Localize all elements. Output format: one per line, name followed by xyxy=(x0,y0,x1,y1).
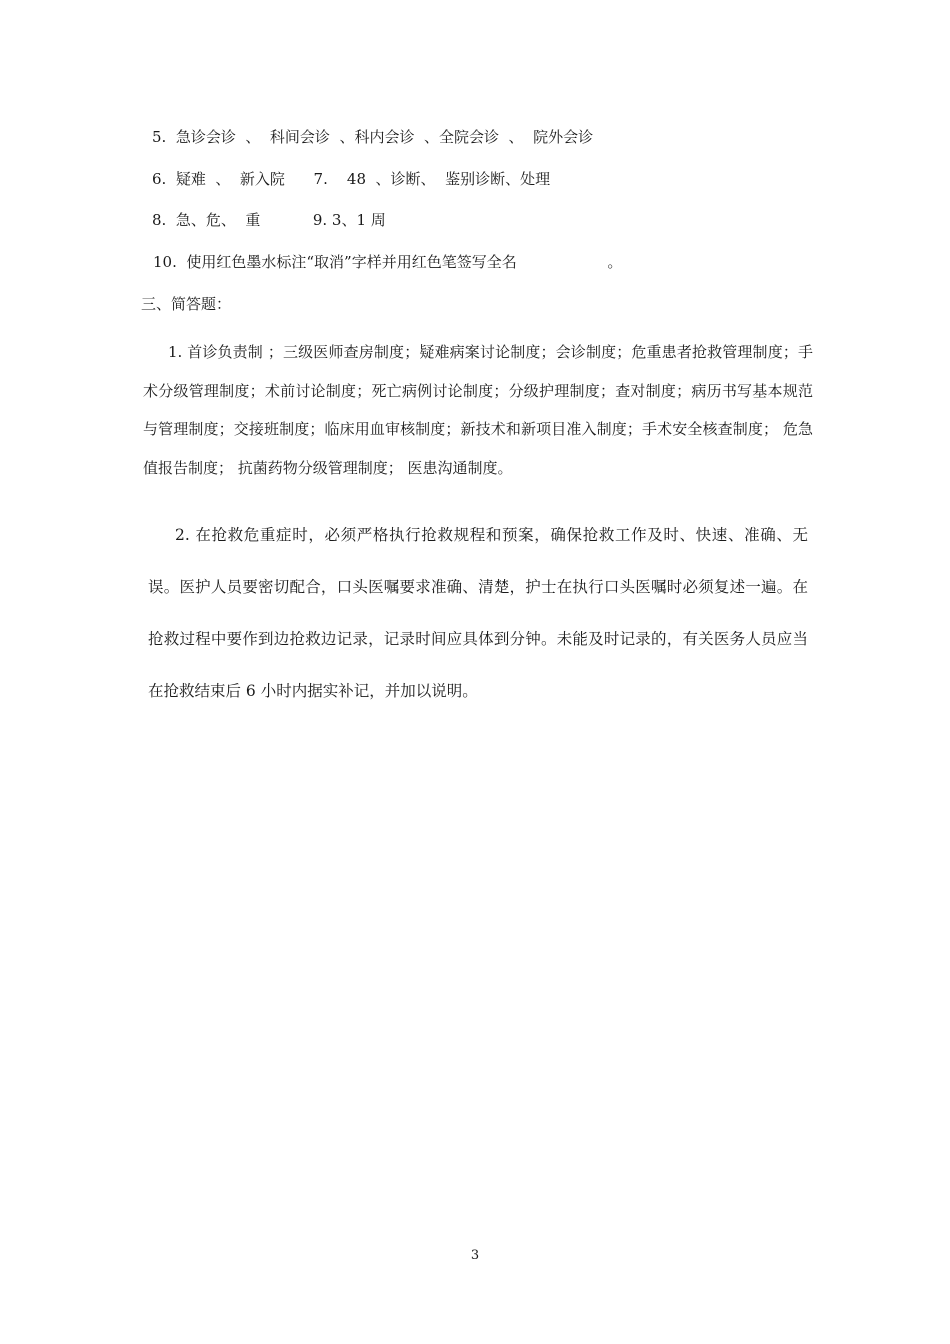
section-heading-short-answer: 三、简答题： xyxy=(141,295,232,313)
answer-line-6-7: 6. 疑难 、 新入院 7. 48 、诊断、 鉴别诊断、处理 xyxy=(152,170,551,188)
answer-line-5: 5. 急诊会诊 、 科间会诊 、科内会诊 、全院会诊 、 院外会诊 xyxy=(152,128,594,146)
page-number: 3 xyxy=(470,1248,480,1263)
short-answer-2: 2. 在抢救危重症时，必须严格执行抢救规程和预案，确保抢救工作及时、快速、准确、无误。医护人员要密切配合，口头医嘱要求准确、清楚，护士在执行口头医嘱时必须复述一遍。在抢救过程中要作到边抢救边记录，记录时间应具体到分钟。未能及时记录的，有关医务人员应当在抢救结束后 6 小时内据实补记，并加以说明。 xyxy=(148,526,808,700)
answer-line-10: 10. 使用红色墨水标注“取消”字样并用红色笔签写全名 。 xyxy=(153,253,623,271)
answer-line-8-9: 8. 急、危、 重 9. 3、1 周 xyxy=(152,211,386,229)
short-answer-1: 1. 首诊负责制 ；三级医师查房制度；疑难病案讨论制度；会诊制度；危重患者抢救管理制度；手术分级管理制度；术前讨论制度；死亡病例讨论制度；分级护理制度；查对制度；病历书写基本规范与管理制度；交接班制度；临床用血审核制度；新技术和新项目准入制度；手术安全核查制度； 危急值报告制度； 抗菌药物分级管理制度； 医患沟通制度。 xyxy=(143,343,813,477)
